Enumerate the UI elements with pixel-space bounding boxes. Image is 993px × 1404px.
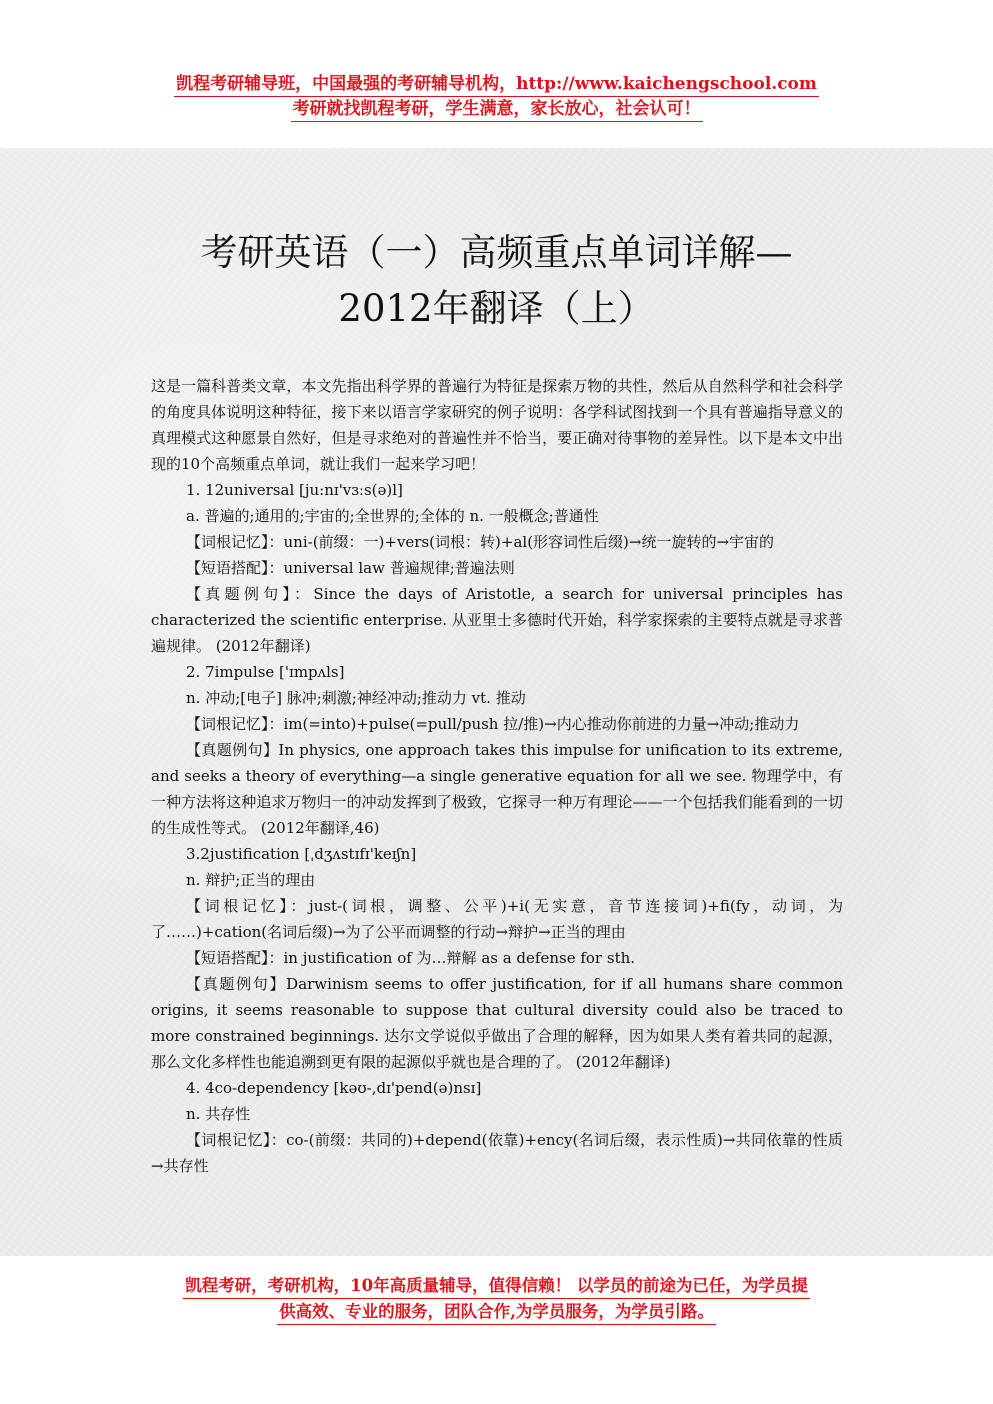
- entry-2-definition: n. 冲动;[电子] 脉冲;刺激;神经冲动;推动力 vt. 推动: [186, 689, 526, 707]
- entry-4-head: 4. 4co-dependency [kəʊ-,dɪ'pend(ə)nsɪ]: [186, 1079, 482, 1097]
- entry-1-example: 【真题例句】：Since the days of Aristotle, a search for universal principles has characterized the scientific enterprise. 从亚里士多德时代开始，科学家探索的主要特点就是寻求普遍规律。 (2012年翻译): [151, 585, 843, 655]
- entry-1-head: 1. 12universal [ju:nɪ'vɜːs(ə)l]: [186, 481, 403, 499]
- footer-line-2[interactable]: 供高效、专业的服务，团队合作,为学员服务，为学员引路。: [277, 1299, 716, 1325]
- header-line-1[interactable]: 凯程考研辅导班，中国最强的考研辅导机构，http://www.kaichengschool.com: [174, 72, 819, 97]
- footer-banner: [0, 1273, 993, 1325]
- entry-4-definition: n. 共存性: [186, 1105, 251, 1123]
- footer-line-1[interactable]: 凯程考研，考研机构，10年高质量辅导，值得信赖！ 以学员的前途为已任，为学员提: [183, 1273, 810, 1299]
- title-line-1: 考研英语（一）高频重点单词详解—: [200, 231, 793, 274]
- entry-2-root-memory: 【词根记忆】：im(=into)+pulse(=pull/push 拉/推)→内心推动你前进的力量→冲动;推动力: [186, 715, 800, 733]
- entry-3-collocation: 【短语搭配】：in justification of 为…辩解 as a defense for sth.: [186, 949, 636, 967]
- article-body: [151, 373, 843, 1179]
- entry-4-root-memory: 【词根记忆】：co-(前缀：共同的)+depend(依靠)+ency(名词后缀，表示性质)→共同依靠的性质→共存性: [151, 1131, 843, 1175]
- entry-2-head: 2. 7impulse ['ɪmpʌls]: [186, 663, 345, 681]
- header-banner: [0, 72, 993, 122]
- page-title: [0, 225, 993, 337]
- intro-paragraph: 这是一篇科普类文章，本文先指出科学界的普遍行为特征是探索万物的共性，然后从自然科学和社会科学的角度具体说明这种特征，接下来以语言学家研究的例子说明：各学科试图找到一个具有普遍指导意义的真理模式这种愿景自然好，但是寻求绝对的普遍性并不恰当，要正确对待事物的差异性。以下是本文中出现的10个高频重点单词，就让我们一起来学习吧！: [151, 377, 843, 473]
- entry-3-root-memory: 【词根记忆】：just-(词根，调整、公平)+i(无实意，音节连接词)+fi(fy，动词，为了……)+cation(名词后缀)→为了公平而调整的行动→辩护→正当的理由: [151, 897, 843, 941]
- entry-1-definition: a. 普遍的;通用的;宇宙的;全世界的;全体的 n. 一般概念;普通性: [186, 507, 599, 525]
- entry-3-head: 3.2justification [ˌdʒʌstɪfɪ'keɪʃn]: [186, 845, 417, 863]
- entry-1-collocation: 【短语搭配】：universal law 普遍规律;普遍法则: [186, 559, 515, 577]
- entry-3-definition: n. 辩护;正当的理由: [186, 871, 316, 889]
- header-line-2[interactable]: 考研就找凯程考研，学生满意，家长放心，社会认可！: [291, 97, 703, 122]
- entry-1-root-memory: 【词根记忆】：uni-(前缀：一)+vers(词根：转)+al(形容词性后缀)→统一旋转的→宇宙的: [186, 533, 775, 551]
- entry-2-example: 【真题例句】In physics, one approach takes this impulse for unification to its extreme, and seeks a theory of everything—a single generative equation for all we see. 物理学中，有一种方法将这种追求万物归一的冲动发挥到了极致，它探寻一种万有理论——一个包括我们能看到的一切的生成性等式。 (2012年翻译,46): [151, 741, 843, 837]
- entry-3-example: 【真题例句】Darwinism seems to offer justification, for if all humans share common origins, it seems reasonable to suppose that cultural diversity could also be traced to more constrained beginnings. 达尔文学说似乎做出了合理的解释，因为如果人类有着共同的起源，那么文化多样性也能追溯到更有限的起源似乎就也是合理的了。 (2012年翻译): [151, 975, 843, 1071]
- title-line-2: 2012年翻译（上）: [338, 287, 655, 330]
